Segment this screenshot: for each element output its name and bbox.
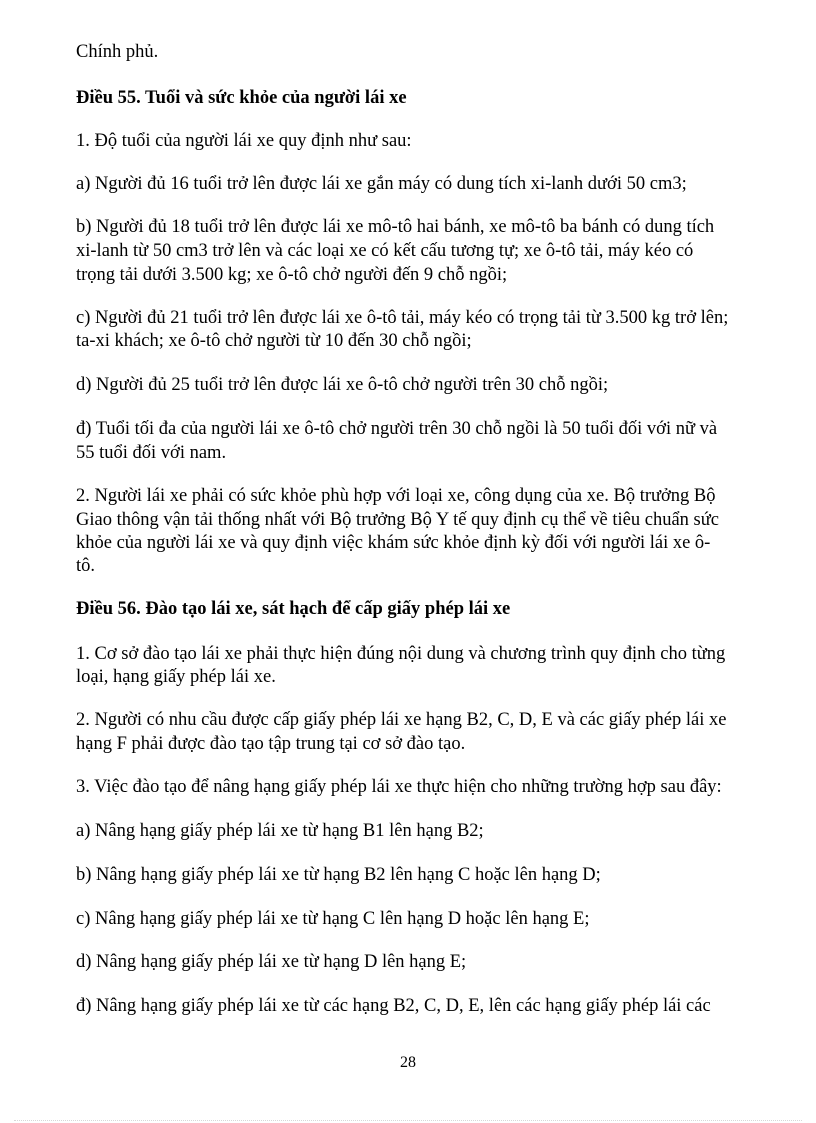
text-line: hạng F phải được đào tạo tập trung tại cơ sở đào tạo. xyxy=(76,734,466,754)
text-line: xi-lanh từ 50 cm3 trở lên và các loại xe có kết cấu tương tự; xe ô-tô tải, máy kéo có xyxy=(76,241,694,261)
article-heading-56: Điều 56. Đào tạo lái xe, sát hạch để cấp giấy phép lái xe xyxy=(76,599,511,619)
text-line: tô. xyxy=(76,556,96,576)
text-line: 3. Việc đào tạo để nâng hạng giấy phép lái xe thực hiện cho những trường hợp sau đây: xyxy=(76,777,722,797)
text-line: ta-xi khách; xe ô-tô chở người từ 10 đến 30 chỗ ngồi; xyxy=(76,331,472,351)
page-bottom-divider xyxy=(14,1120,802,1121)
text-line: c) Nâng hạng giấy phép lái xe từ hạng C lên hạng D hoặc lên hạng E; xyxy=(76,909,590,929)
text-line: 2. Người có nhu cầu được cấp giấy phép lái xe hạng B2, C, D, E và các giấy phép lái xe xyxy=(76,710,727,730)
text-line: khỏe của người lái xe và quy định việc khám sức khỏe định kỳ đối với người lái xe ô- xyxy=(76,533,711,553)
text-line: d) Nâng hạng giấy phép lái xe từ hạng D lên hạng E; xyxy=(76,952,467,972)
text-line: c) Người đủ 21 tuổi trở lên được lái xe ô-tô tải, máy kéo có trọng tải từ 3.500 kg trở lên; xyxy=(76,308,729,328)
text-line: d) Người đủ 25 tuổi trở lên được lái xe ô-tô chở người trên 30 chỗ ngồi; xyxy=(76,375,609,395)
text-line: Giao thông vận tải thống nhất với Bộ trưởng Bộ Y tế quy định cụ thể về tiêu chuẩn sức xyxy=(76,510,719,530)
text-line: a) Người đủ 16 tuổi trở lên được lái xe gắn máy có dung tích xi-lanh dưới 50 cm3; xyxy=(76,174,687,194)
text-line: 55 tuổi đối với nam. xyxy=(76,443,227,463)
page-number: 28 xyxy=(400,1054,416,1071)
text-line: 1. Độ tuổi của người lái xe quy định như sau: xyxy=(76,131,412,151)
text-line: a) Nâng hạng giấy phép lái xe từ hạng B1 lên hạng B2; xyxy=(76,821,484,841)
article-heading-55: Điều 55. Tuổi và sức khỏe của người lái xe xyxy=(76,88,407,108)
text-line: đ) Tuổi tối đa của người lái xe ô-tô chở người trên 30 chỗ ngồi là 50 tuổi đối với nữ và xyxy=(76,419,718,439)
text-line: 1. Cơ sở đào tạo lái xe phải thực hiện đúng nội dung và chương trình quy định cho từng xyxy=(76,644,726,664)
text-line: 2. Người lái xe phải có sức khỏe phù hợp với loại xe, công dụng của xe. Bộ trưởng Bộ xyxy=(76,486,716,506)
text-line: b) Nâng hạng giấy phép lái xe từ hạng B2 lên hạng C hoặc lên hạng D; xyxy=(76,865,601,885)
text-line: Chính phủ. xyxy=(76,42,159,62)
text-line: trọng tải dưới 3.500 kg; xe ô-tô chở người đến 9 chỗ ngồi; xyxy=(76,265,508,285)
text-line: b) Người đủ 18 tuổi trở lên được lái xe mô-tô hai bánh, xe mô-tô ba bánh có dung tích xyxy=(76,217,715,237)
text-line: đ) Nâng hạng giấy phép lái xe từ các hạng B2, C, D, E, lên các hạng giấy phép lái các xyxy=(76,996,711,1016)
text-line: loại, hạng giấy phép lái xe. xyxy=(76,667,276,687)
